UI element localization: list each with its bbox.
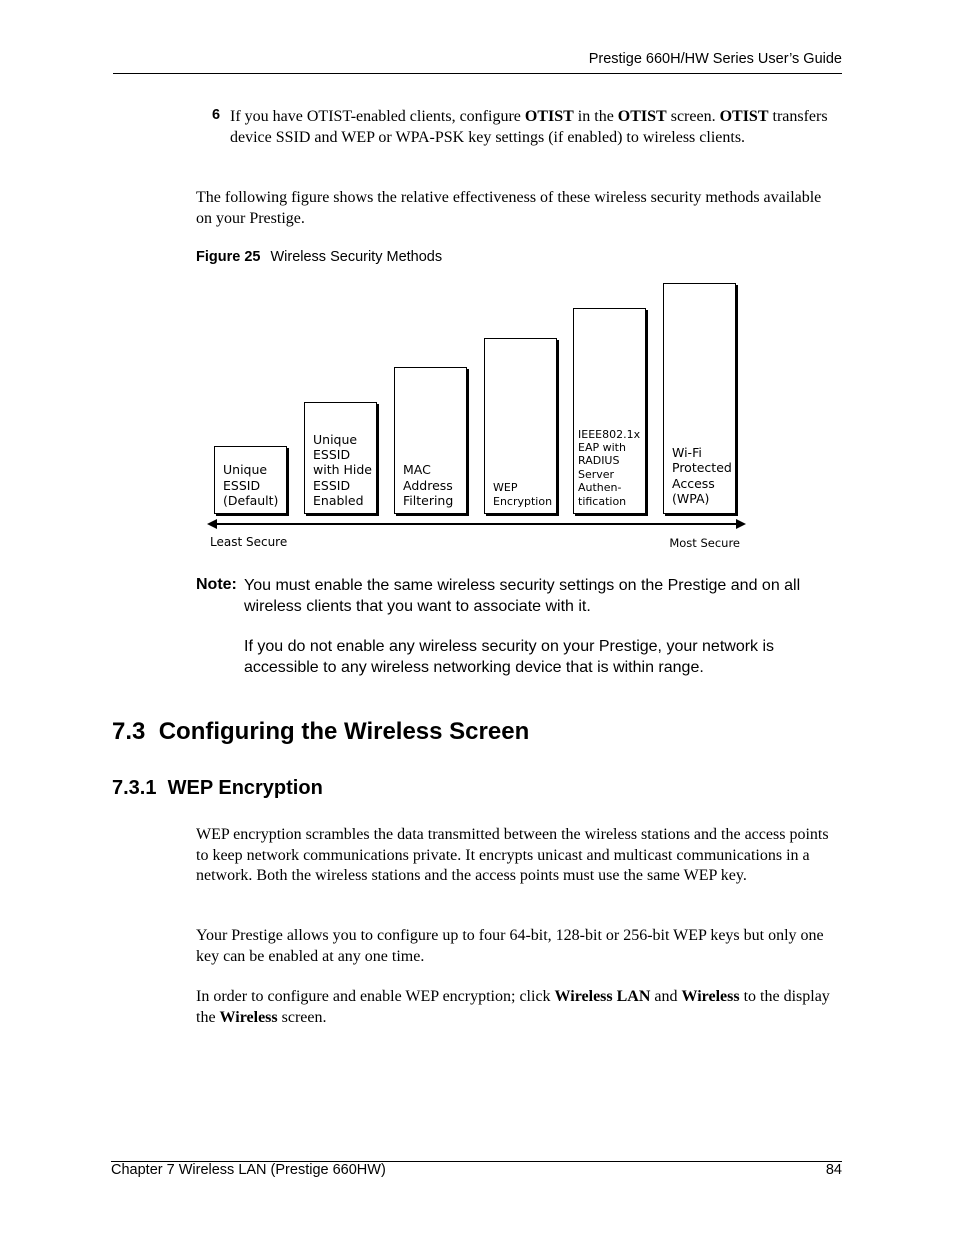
step-6-text: If you have OTIST-enabled clients, configure OTIST in the OTIST screen. OTIST transfers device SSID and WEP or WPA-PSK key settings (if enabled) to wireless clients. bbox=[230, 108, 828, 146]
method-label: Unique ESSID (Default) bbox=[223, 462, 279, 508]
wep-paragraph-2: Your Prestige allows you to configure up to four 64-bit, 128-bit or 256-bit WEP keys but only one key can be enabled at any one time. bbox=[196, 927, 824, 965]
axis-label-least-secure: Least Secure bbox=[210, 535, 288, 549]
section-heading: 7.3 Configuring the Wireless Screen bbox=[112, 718, 530, 745]
figure-caption-label: Figure 25 bbox=[196, 249, 261, 265]
method-label: Unique ESSID with Hide ESSID Enabled bbox=[313, 431, 372, 508]
note-text-1: You must enable the same wireless security settings on the Prestige and on all wireless clients that you want to associate with it. bbox=[244, 577, 801, 615]
running-header: Prestige 660H/HW Series User’s Guide bbox=[588, 51, 842, 67]
footer-chapter: Chapter 7 Wireless LAN (Prestige 660HW) bbox=[111, 1162, 386, 1178]
wep-paragraph-3: In order to configure and enable WEP encryption; click Wireless LAN and Wireless to the display the Wireless screen. bbox=[196, 988, 830, 1026]
figure-caption bbox=[196, 249, 442, 265]
header-rule bbox=[113, 73, 842, 74]
method-label: Wi-Fi Protected Access (WPA) bbox=[672, 445, 732, 506]
axis-label-most-secure: Most Secure bbox=[669, 536, 740, 550]
note-text-2: If you do not enable any wireless security on your Prestige, your network is accessible to any wireless networking device that is within range. bbox=[244, 638, 775, 676]
method-bar-8021x bbox=[573, 308, 646, 514]
method-bar-wep bbox=[484, 338, 557, 514]
intro-paragraph: The following figure shows the relative effectiveness of these wireless security methods available on your Prestige. bbox=[196, 189, 822, 227]
security-scale-arrow bbox=[211, 523, 740, 525]
step-number: 6 bbox=[212, 107, 221, 123]
subsection-heading: 7.3.1 WEP Encryption bbox=[112, 777, 323, 799]
method-label: IEEE802.1x EAP with RADIUS Server Authen- tification bbox=[578, 427, 641, 508]
method-bar-unique-essid bbox=[214, 446, 287, 514]
figure-caption-title: Wireless Security Methods bbox=[270, 249, 443, 265]
wep-paragraph-1: WEP encryption scrambles the data transmitted between the wireless stations and the access points to keep network communications private. It encrypts unicast and multicast communications in a network. Both the wireless stations and the access points must use the same WEP key. bbox=[196, 826, 829, 884]
method-bar-mac-filtering bbox=[394, 367, 467, 514]
security-methods-figure bbox=[205, 276, 750, 556]
method-bar-hide-essid bbox=[304, 402, 377, 514]
arrow-left-icon bbox=[207, 519, 217, 529]
method-label: WEP Encryption bbox=[493, 481, 553, 508]
page-number: 84 bbox=[825, 1162, 842, 1178]
method-bar-wpa bbox=[663, 283, 736, 514]
note-label: Note: bbox=[196, 576, 237, 593]
arrow-right-icon bbox=[736, 519, 746, 529]
method-label: MAC Address Filtering bbox=[403, 462, 454, 508]
